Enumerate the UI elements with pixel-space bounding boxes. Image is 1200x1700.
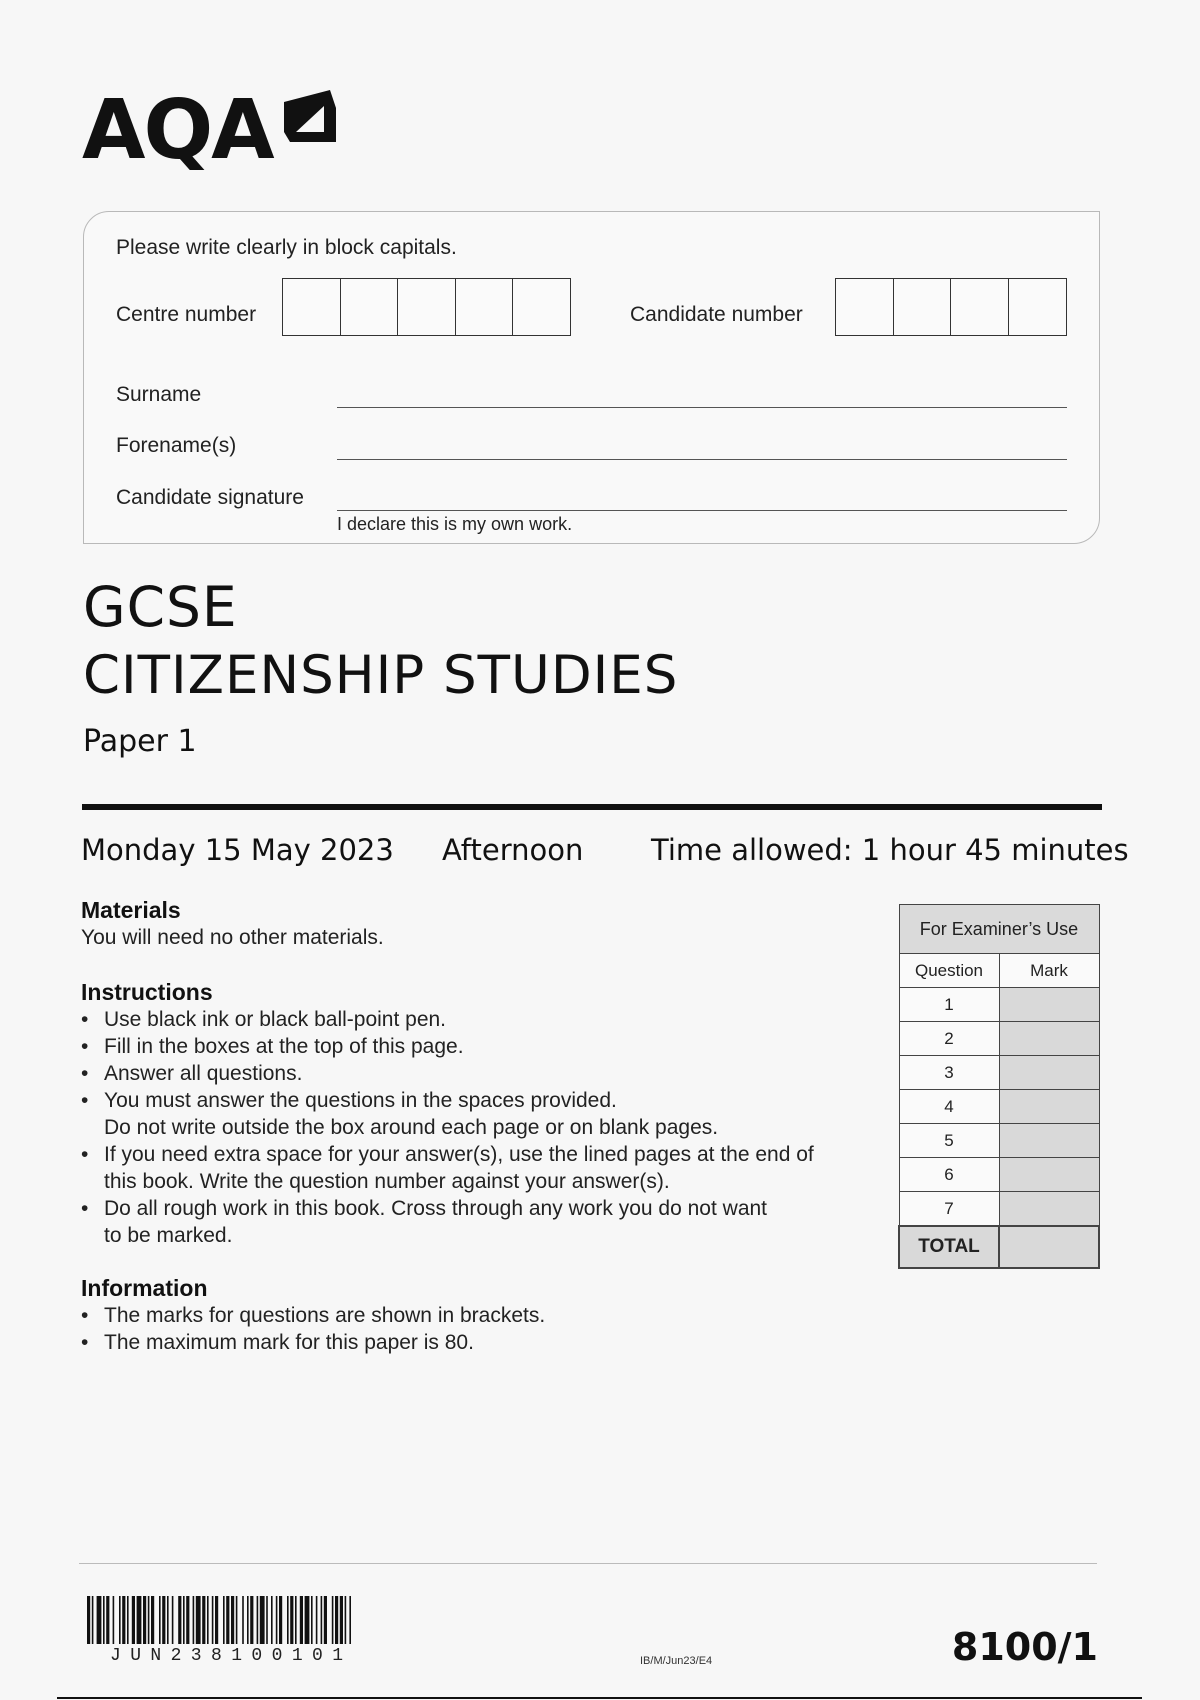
- question-number: 2: [899, 1022, 999, 1056]
- exam-date: Monday 15 May 2023: [81, 833, 394, 867]
- qualification-title: GCSE: [83, 575, 238, 639]
- table-row: [899, 988, 1099, 1022]
- question-number: 5: [899, 1124, 999, 1158]
- table-row: [899, 1090, 1099, 1124]
- mark-cell[interactable]: [999, 1056, 1099, 1090]
- information-list: [81, 1302, 545, 1356]
- document-reference: IB/M/Jun23/E4: [640, 1655, 713, 1667]
- instruction-item-continued: to be marked.: [104, 1224, 233, 1247]
- barcode-icon: [87, 1596, 473, 1644]
- question-column-header: Question: [899, 954, 999, 988]
- subject-title: CITIZENSHIP STUDIES: [83, 645, 679, 706]
- mark-cell[interactable]: [999, 1124, 1099, 1158]
- mark-cell[interactable]: [999, 1022, 1099, 1056]
- centre-number-cell[interactable]: [512, 278, 571, 336]
- materials-heading: Materials: [81, 897, 181, 923]
- question-number: 7: [899, 1192, 999, 1227]
- instruction-item-continued: Do not write outside the box around each page or on blank pages.: [104, 1116, 719, 1139]
- candidate-details-box: [83, 211, 1100, 544]
- information-item: • The maximum mark for this paper is 80.: [81, 1329, 545, 1356]
- centre-number-boxes[interactable]: [282, 278, 570, 336]
- instruction-item: • If you need extra space for your answer(s), use the lined pages at the end of: [81, 1141, 814, 1168]
- block-capitals-instruction: Please write clearly in block capitals.: [116, 236, 457, 259]
- instruction-item: • Answer all questions.: [81, 1060, 814, 1087]
- centre-number-cell[interactable]: [340, 278, 399, 336]
- centre-number-cell[interactable]: [455, 278, 514, 336]
- table-row: [899, 1158, 1099, 1192]
- question-number: 1: [899, 988, 999, 1022]
- mark-cell[interactable]: [999, 1158, 1099, 1192]
- candidate-number-cell[interactable]: [1008, 278, 1067, 336]
- paper-code: 8100/1: [951, 1625, 1098, 1669]
- information-heading: Information: [81, 1275, 208, 1301]
- surname-field[interactable]: [337, 407, 1067, 408]
- paper-title: Paper 1: [83, 724, 197, 759]
- centre-number-cell[interactable]: [282, 278, 341, 336]
- forenames-label: Forename(s): [116, 434, 237, 457]
- logo-text: AQA: [82, 83, 273, 178]
- declaration-text: I declare this is my own work.: [337, 514, 573, 534]
- instructions-heading: Instructions: [81, 979, 213, 1005]
- candidate-number-cell[interactable]: [893, 278, 952, 336]
- logo-mark-icon: [282, 88, 338, 150]
- centre-number-cell[interactable]: [397, 278, 456, 336]
- exam-session: Afternoon: [442, 833, 584, 867]
- centre-number-label: Centre number: [116, 303, 257, 326]
- question-number: 6: [899, 1158, 999, 1192]
- instruction-item: • Do all rough work in this book. Cross through any work you do not want: [81, 1195, 814, 1222]
- candidate-number-boxes[interactable]: [835, 278, 1065, 336]
- materials-text: You will need no other materials.: [81, 926, 384, 949]
- total-mark-cell[interactable]: [999, 1226, 1099, 1268]
- instruction-item: • Fill in the boxes at the top of this page.: [81, 1033, 814, 1060]
- forenames-field[interactable]: [337, 459, 1067, 460]
- total-row: [899, 1226, 1099, 1268]
- table-row: [899, 1056, 1099, 1090]
- time-allowed: Time allowed: 1 hour 45 minutes: [651, 833, 1129, 867]
- mark-cell[interactable]: [999, 1090, 1099, 1124]
- footer-divider: [79, 1563, 1097, 1564]
- examiner-use-table: [898, 904, 1100, 1269]
- question-number: 4: [899, 1090, 999, 1124]
- candidate-number-cell[interactable]: [950, 278, 1009, 336]
- page-bottom-rule: [57, 1697, 1142, 1699]
- question-number: 3: [899, 1056, 999, 1090]
- candidate-number-label: Candidate number: [630, 303, 803, 326]
- information-item: • The marks for questions are shown in brackets.: [81, 1302, 545, 1329]
- surname-label: Surname: [116, 383, 202, 406]
- mark-cell[interactable]: [999, 988, 1099, 1022]
- title-divider: [82, 804, 1102, 810]
- examiner-table-title: For Examiner’s Use: [899, 905, 1099, 954]
- mark-cell[interactable]: [999, 1192, 1099, 1227]
- instruction-item-continued: this book. Write the question number against your answer(s).: [104, 1170, 670, 1193]
- table-row: [899, 1124, 1099, 1158]
- instruction-item: • You must answer the questions in the spaces provided.: [81, 1087, 814, 1114]
- table-row: [899, 1022, 1099, 1056]
- total-label: TOTAL: [899, 1226, 999, 1268]
- candidate-number-cell[interactable]: [835, 278, 894, 336]
- table-row: [899, 1192, 1099, 1227]
- instruction-item: • Use black ink or black ball-point pen.: [81, 1006, 814, 1033]
- aqa-logo: [82, 83, 273, 178]
- signature-label: Candidate signature: [116, 486, 304, 509]
- mark-column-header: Mark: [999, 954, 1099, 988]
- signature-field[interactable]: [337, 510, 1067, 511]
- instructions-list: [81, 1006, 814, 1249]
- barcode-number: JUN238100101: [110, 1646, 353, 1666]
